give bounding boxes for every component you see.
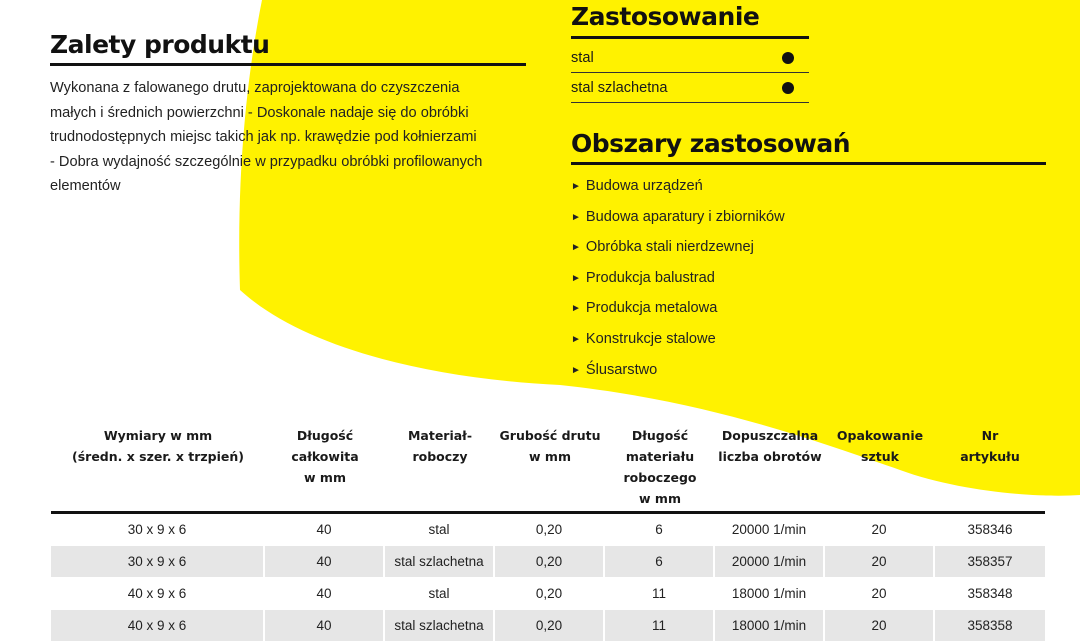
application-areas-list	[571, 176, 785, 390]
triangle-bullet-icon: ►	[571, 333, 581, 345]
cell-total-length: 40	[265, 610, 385, 642]
cell-article-number: 358348	[935, 578, 1045, 610]
area-label: Konstrukcje stalowe	[585, 330, 716, 347]
cell-package: 20	[825, 610, 935, 642]
triangle-bullet-icon: ►	[571, 303, 581, 315]
application-row-steel	[571, 42, 809, 72]
advantages-line: trudnodostępnych miejsc takich jak np. krawędzie pod kołnierzami	[50, 129, 477, 145]
triangle-bullet-icon: ►	[571, 272, 581, 284]
column-header-dimensions: Wymiary w mm (średn. x szer. x trzpień)	[51, 420, 265, 514]
cell-total-length: 40	[265, 514, 385, 546]
application-areas-title: Obszary zastosowań	[571, 129, 851, 158]
cell-total-length: 40	[265, 546, 385, 578]
cell-material: stal szlachetna	[385, 610, 495, 642]
table-row	[51, 514, 1045, 546]
table-row	[51, 546, 1045, 578]
cell-dimensions: 40 x 9 x 6	[51, 578, 265, 610]
list-item	[571, 329, 785, 360]
cell-max-rpm: 18000 1/min	[715, 578, 825, 610]
list-item	[571, 176, 785, 207]
cell-wire-thickness: 0,20	[495, 546, 605, 578]
triangle-bullet-icon: ►	[571, 364, 581, 376]
cell-max-rpm: 20000 1/min	[715, 514, 825, 546]
cell-max-rpm: 18000 1/min	[715, 610, 825, 642]
table-row	[51, 610, 1045, 642]
cell-wire-thickness: 0,20	[495, 578, 605, 610]
cell-material: stal	[385, 578, 495, 610]
cell-article-number: 358357	[935, 546, 1045, 578]
cell-wire-thickness: 0,20	[495, 610, 605, 642]
cell-total-length: 40	[265, 578, 385, 610]
cell-dimensions: 30 x 9 x 6	[51, 514, 265, 546]
column-header-wire-thickness: Grubość drutu w mm	[495, 420, 605, 514]
cell-package: 20	[825, 578, 935, 610]
application-title-rule	[571, 36, 809, 39]
application-row-stainless-steel	[571, 72, 809, 102]
cell-working-length: 6	[605, 546, 715, 578]
area-label: Obróbka stali nierdzewnej	[585, 239, 754, 256]
application-row-divider	[571, 102, 809, 103]
cell-working-length: 11	[605, 610, 715, 642]
triangle-bullet-icon: ►	[571, 242, 581, 254]
column-header-working-length: Długość materiału roboczego w mm	[605, 420, 715, 514]
cell-material: stal	[385, 514, 495, 546]
application-title: Zastosowanie	[571, 2, 760, 31]
cell-package: 20	[825, 546, 935, 578]
area-label: Budowa urządzeń	[585, 178, 703, 194]
advantages-line: Wykonana z falowanego drutu, zaprojektowana do czyszczenia	[50, 80, 460, 96]
triangle-bullet-icon: ►	[571, 211, 581, 223]
cell-working-length: 6	[605, 514, 715, 546]
column-header-max-rpm: Dopuszczalna liczba obrotów	[715, 420, 825, 514]
column-header-article-number: Nr artykułu	[935, 420, 1045, 514]
cell-material: stal szlachetna	[385, 546, 495, 578]
application-label: stal szlachetna	[571, 80, 668, 96]
list-item	[571, 207, 785, 238]
product-table	[51, 420, 1045, 642]
advantages-line: - Dobra wydajność szczególnie w przypadku obróbki profilowanych	[50, 153, 483, 170]
column-header-total-length: Długość całkowita w mm	[265, 420, 385, 514]
cell-dimensions: 30 x 9 x 6	[51, 546, 265, 578]
cell-working-length: 11	[605, 578, 715, 610]
area-label: Budowa aparatury i zbiorników	[585, 208, 785, 225]
area-label: Ślusarstwo	[585, 361, 658, 378]
application-label: stal	[571, 50, 594, 66]
filled-dot-icon	[782, 82, 794, 94]
product-advantages-text	[50, 76, 520, 199]
cell-article-number: 358358	[935, 610, 1045, 642]
advantages-title-rule	[50, 63, 526, 66]
table-header-row	[51, 420, 1045, 514]
list-item	[571, 237, 785, 268]
advantages-line: małych i średnich powierzchni - Doskonale nadaje się do obróbki	[50, 104, 469, 121]
cell-wire-thickness: 0,20	[495, 514, 605, 546]
cell-package: 20	[825, 514, 935, 546]
list-item	[571, 268, 785, 299]
triangle-bullet-icon: ►	[571, 181, 581, 192]
column-header-package: Opakowanie sztuk	[825, 420, 935, 514]
cell-max-rpm: 20000 1/min	[715, 546, 825, 578]
cell-article-number: 358346	[935, 514, 1045, 546]
column-header-material: Materiał- roboczy	[385, 420, 495, 514]
areas-title-rule	[571, 162, 1046, 165]
product-advantages-title: Zalety produktu	[50, 30, 270, 59]
list-item	[571, 298, 785, 329]
table-row	[51, 578, 1045, 610]
area-label: Produkcja balustrad	[585, 269, 715, 286]
filled-dot-icon	[782, 52, 794, 64]
area-label: Produkcja metalowa	[585, 300, 718, 317]
list-item	[571, 360, 785, 391]
advantages-line: elementów	[50, 178, 121, 194]
cell-dimensions: 40 x 9 x 6	[51, 610, 265, 642]
